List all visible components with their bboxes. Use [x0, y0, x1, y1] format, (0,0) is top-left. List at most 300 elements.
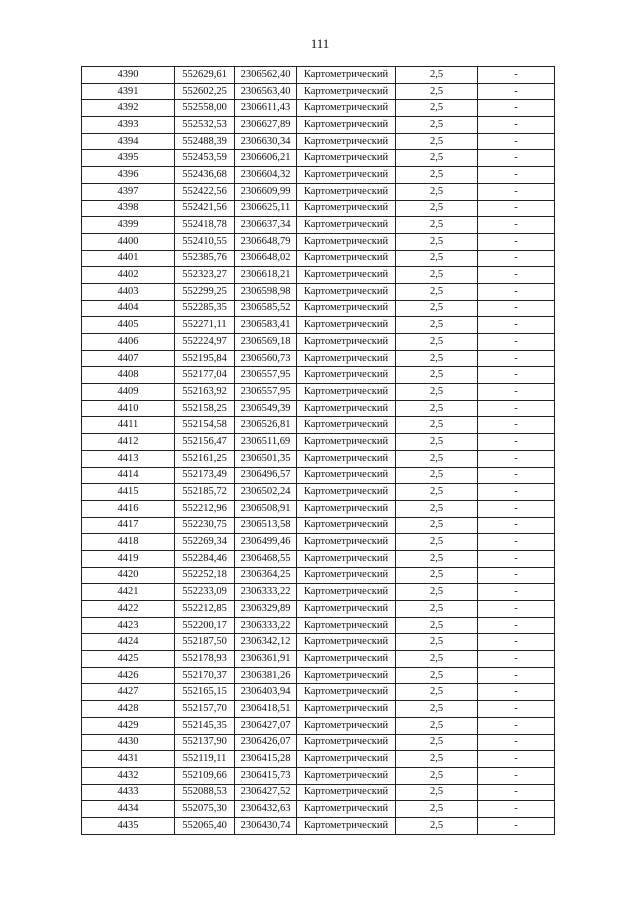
table-row: [82, 651, 555, 668]
method-cell: Картометрический: [297, 317, 396, 334]
x-coordinate-cell: 552145,35: [175, 717, 235, 734]
method-cell: Картометрический: [297, 150, 396, 167]
y-coordinate-cell: 2306501,35: [235, 450, 297, 467]
x-coordinate-cell: 552163,92: [175, 384, 235, 401]
accuracy-cell: 2,5: [396, 767, 478, 784]
accuracy-cell: 2,5: [396, 384, 478, 401]
accuracy-cell: 2,5: [396, 717, 478, 734]
y-coordinate-cell: 2306648,02: [235, 250, 297, 267]
y-coordinate-cell: 2306630,34: [235, 133, 297, 150]
accuracy-cell: 2,5: [396, 617, 478, 634]
method-cell: Картометрический: [297, 384, 396, 401]
accuracy-cell: 2,5: [396, 233, 478, 250]
x-coordinate-cell: 552195,84: [175, 350, 235, 367]
accuracy-cell: 2,5: [396, 434, 478, 451]
point-number-cell: 4426: [82, 667, 175, 684]
note-cell: -: [478, 83, 555, 100]
x-coordinate-cell: 552532,53: [175, 117, 235, 134]
x-coordinate-cell: 552299,25: [175, 283, 235, 300]
y-coordinate-cell: 2306609,99: [235, 183, 297, 200]
note-cell: -: [478, 584, 555, 601]
y-coordinate-cell: 2306560,73: [235, 350, 297, 367]
table-row: [82, 417, 555, 434]
table-row: [82, 350, 555, 367]
point-number-cell: 4418: [82, 534, 175, 551]
note-cell: -: [478, 100, 555, 117]
x-coordinate-cell: 552088,53: [175, 784, 235, 801]
method-cell: Картометрический: [297, 83, 396, 100]
accuracy-cell: 2,5: [396, 484, 478, 501]
note-cell: -: [478, 334, 555, 351]
accuracy-cell: 2,5: [396, 567, 478, 584]
accuracy-cell: 2,5: [396, 183, 478, 200]
note-cell: -: [478, 167, 555, 184]
accuracy-cell: 2,5: [396, 450, 478, 467]
note-cell: -: [478, 183, 555, 200]
table-row: [82, 484, 555, 501]
y-coordinate-cell: 2306611,43: [235, 100, 297, 117]
accuracy-cell: 2,5: [396, 250, 478, 267]
x-coordinate-cell: 552212,85: [175, 601, 235, 618]
method-cell: Картометрический: [297, 233, 396, 250]
accuracy-cell: 2,5: [396, 133, 478, 150]
table-row: [82, 150, 555, 167]
accuracy-cell: 2,5: [396, 534, 478, 551]
table-row: [82, 117, 555, 134]
table-row: [82, 634, 555, 651]
method-cell: Картометрический: [297, 100, 396, 117]
point-number-cell: 4394: [82, 133, 175, 150]
method-cell: Картометрический: [297, 467, 396, 484]
point-number-cell: 4397: [82, 183, 175, 200]
note-cell: -: [478, 634, 555, 651]
table-row: [82, 601, 555, 618]
point-number-cell: 4406: [82, 334, 175, 351]
y-coordinate-cell: 2306557,95: [235, 367, 297, 384]
table-row: [82, 400, 555, 417]
note-cell: -: [478, 667, 555, 684]
point-number-cell: 4404: [82, 300, 175, 317]
method-cell: Картометрический: [297, 517, 396, 534]
accuracy-cell: 2,5: [396, 701, 478, 718]
point-number-cell: 4411: [82, 417, 175, 434]
point-number-cell: 4398: [82, 200, 175, 217]
method-cell: Картометрический: [297, 500, 396, 517]
note-cell: -: [478, 467, 555, 484]
point-number-cell: 4392: [82, 100, 175, 117]
method-cell: Картометрический: [297, 751, 396, 768]
point-number-cell: 4419: [82, 550, 175, 567]
point-number-cell: 4414: [82, 467, 175, 484]
point-number-cell: 4432: [82, 767, 175, 784]
y-coordinate-cell: 2306329,89: [235, 601, 297, 618]
note-cell: -: [478, 367, 555, 384]
accuracy-cell: 2,5: [396, 300, 478, 317]
method-cell: Картометрический: [297, 183, 396, 200]
point-number-cell: 4402: [82, 267, 175, 284]
accuracy-cell: 2,5: [396, 100, 478, 117]
y-coordinate-cell: 2306562,40: [235, 67, 297, 84]
point-number-cell: 4434: [82, 801, 175, 818]
y-coordinate-cell: 2306418,51: [235, 701, 297, 718]
note-cell: -: [478, 267, 555, 284]
accuracy-cell: 2,5: [396, 167, 478, 184]
note-cell: -: [478, 734, 555, 751]
table-row: [82, 667, 555, 684]
method-cell: Картометрический: [297, 667, 396, 684]
x-coordinate-cell: 552271,11: [175, 317, 235, 334]
point-number-cell: 4405: [82, 317, 175, 334]
point-number-cell: 4410: [82, 400, 175, 417]
point-number-cell: 4413: [82, 450, 175, 467]
table-row: [82, 434, 555, 451]
x-coordinate-cell: 552212,96: [175, 500, 235, 517]
table-row: [82, 83, 555, 100]
y-coordinate-cell: 2306549,39: [235, 400, 297, 417]
page-number: 111: [310, 36, 330, 51]
note-cell: -: [478, 67, 555, 84]
y-coordinate-cell: 2306627,89: [235, 117, 297, 134]
note-cell: -: [478, 217, 555, 234]
note-cell: -: [478, 684, 555, 701]
y-coordinate-cell: 2306513,58: [235, 517, 297, 534]
y-coordinate-cell: 2306342,12: [235, 634, 297, 651]
x-coordinate-cell: 552075,30: [175, 801, 235, 818]
note-cell: -: [478, 133, 555, 150]
point-number-cell: 4409: [82, 384, 175, 401]
accuracy-cell: 2,5: [396, 634, 478, 651]
x-coordinate-cell: 552157,70: [175, 701, 235, 718]
x-coordinate-cell: 552224,97: [175, 334, 235, 351]
point-number-cell: 4425: [82, 651, 175, 668]
table-row: [82, 183, 555, 200]
x-coordinate-cell: 552173,49: [175, 467, 235, 484]
x-coordinate-cell: 552137,90: [175, 734, 235, 751]
note-cell: -: [478, 651, 555, 668]
point-number-cell: 4403: [82, 283, 175, 300]
y-coordinate-cell: 2306648,79: [235, 233, 297, 250]
x-coordinate-cell: 552488,39: [175, 133, 235, 150]
y-coordinate-cell: 2306496,57: [235, 467, 297, 484]
note-cell: -: [478, 784, 555, 801]
method-cell: Картометрический: [297, 300, 396, 317]
table-row: [82, 500, 555, 517]
accuracy-cell: 2,5: [396, 367, 478, 384]
table-row: [82, 384, 555, 401]
accuracy-cell: 2,5: [396, 67, 478, 84]
x-coordinate-cell: 552252,18: [175, 567, 235, 584]
x-coordinate-cell: 552410,55: [175, 233, 235, 250]
table-row: [82, 250, 555, 267]
x-coordinate-cell: 552602,25: [175, 83, 235, 100]
table-row: [82, 467, 555, 484]
x-coordinate-cell: 552418,78: [175, 217, 235, 234]
method-cell: Картометрический: [297, 550, 396, 567]
table-row: [82, 767, 555, 784]
y-coordinate-cell: 2306604,32: [235, 167, 297, 184]
method-cell: Картометрический: [297, 484, 396, 501]
point-number-cell: 4422: [82, 601, 175, 618]
note-cell: -: [478, 801, 555, 818]
accuracy-cell: 2,5: [396, 150, 478, 167]
method-cell: Картометрический: [297, 283, 396, 300]
method-cell: Картометрический: [297, 67, 396, 84]
x-coordinate-cell: 552629,61: [175, 67, 235, 84]
table-row: [82, 300, 555, 317]
y-coordinate-cell: 2306499,46: [235, 534, 297, 551]
method-cell: Картометрический: [297, 133, 396, 150]
y-coordinate-cell: 2306569,18: [235, 334, 297, 351]
note-cell: -: [478, 250, 555, 267]
point-number-cell: 4423: [82, 617, 175, 634]
x-coordinate-cell: 552185,72: [175, 484, 235, 501]
y-coordinate-cell: 2306508,91: [235, 500, 297, 517]
note-cell: -: [478, 283, 555, 300]
method-cell: Картометрический: [297, 701, 396, 718]
accuracy-cell: 2,5: [396, 584, 478, 601]
accuracy-cell: 2,5: [396, 334, 478, 351]
point-number-cell: 4415: [82, 484, 175, 501]
method-cell: Картометрический: [297, 334, 396, 351]
accuracy-cell: 2,5: [396, 517, 478, 534]
table-row: [82, 367, 555, 384]
y-coordinate-cell: 2306625,11: [235, 200, 297, 217]
accuracy-cell: 2,5: [396, 500, 478, 517]
y-coordinate-cell: 2306415,73: [235, 767, 297, 784]
accuracy-cell: 2,5: [396, 601, 478, 618]
accuracy-cell: 2,5: [396, 83, 478, 100]
method-cell: Картометрический: [297, 117, 396, 134]
note-cell: -: [478, 751, 555, 768]
method-cell: Картометрический: [297, 567, 396, 584]
note-cell: -: [478, 450, 555, 467]
note-cell: -: [478, 767, 555, 784]
coordinates-table-body: [82, 67, 555, 835]
x-coordinate-cell: 552269,34: [175, 534, 235, 551]
point-number-cell: 4390: [82, 67, 175, 84]
y-coordinate-cell: 2306557,95: [235, 384, 297, 401]
point-number-cell: 4421: [82, 584, 175, 601]
y-coordinate-cell: 2306563,40: [235, 83, 297, 100]
note-cell: -: [478, 317, 555, 334]
accuracy-cell: 2,5: [396, 734, 478, 751]
accuracy-cell: 2,5: [396, 801, 478, 818]
method-cell: Картометрический: [297, 717, 396, 734]
accuracy-cell: 2,5: [396, 817, 478, 834]
method-cell: Картометрический: [297, 450, 396, 467]
x-coordinate-cell: 552156,47: [175, 434, 235, 451]
note-cell: -: [478, 233, 555, 250]
table-row: [82, 450, 555, 467]
y-coordinate-cell: 2306364,25: [235, 567, 297, 584]
accuracy-cell: 2,5: [396, 317, 478, 334]
y-coordinate-cell: 2306430,74: [235, 817, 297, 834]
note-cell: -: [478, 150, 555, 167]
x-coordinate-cell: 552422,56: [175, 183, 235, 200]
point-number-cell: 4420: [82, 567, 175, 584]
point-number-cell: 4407: [82, 350, 175, 367]
table-row: [82, 617, 555, 634]
point-number-cell: 4412: [82, 434, 175, 451]
method-cell: Картометрический: [297, 267, 396, 284]
y-coordinate-cell: 2306427,07: [235, 717, 297, 734]
y-coordinate-cell: 2306426,07: [235, 734, 297, 751]
point-number-cell: 4435: [82, 817, 175, 834]
y-coordinate-cell: 2306381,26: [235, 667, 297, 684]
point-number-cell: 4427: [82, 684, 175, 701]
x-coordinate-cell: 552065,40: [175, 817, 235, 834]
y-coordinate-cell: 2306403,94: [235, 684, 297, 701]
method-cell: Картометрический: [297, 534, 396, 551]
point-number-cell: 4433: [82, 784, 175, 801]
note-cell: -: [478, 617, 555, 634]
point-number-cell: 4429: [82, 717, 175, 734]
point-number-cell: 4401: [82, 250, 175, 267]
method-cell: Картометрический: [297, 417, 396, 434]
accuracy-cell: 2,5: [396, 651, 478, 668]
x-coordinate-cell: 552453,59: [175, 150, 235, 167]
accuracy-cell: 2,5: [396, 467, 478, 484]
y-coordinate-cell: 2306618,21: [235, 267, 297, 284]
method-cell: Картометрический: [297, 817, 396, 834]
note-cell: -: [478, 550, 555, 567]
y-coordinate-cell: 2306585,52: [235, 300, 297, 317]
method-cell: Картометрический: [297, 200, 396, 217]
method-cell: Картометрический: [297, 734, 396, 751]
y-coordinate-cell: 2306427,52: [235, 784, 297, 801]
table-row: [82, 217, 555, 234]
x-coordinate-cell: 552200,17: [175, 617, 235, 634]
table-row: [82, 550, 555, 567]
y-coordinate-cell: 2306333,22: [235, 584, 297, 601]
x-coordinate-cell: 552165,15: [175, 684, 235, 701]
accuracy-cell: 2,5: [396, 400, 478, 417]
x-coordinate-cell: 552558,00: [175, 100, 235, 117]
y-coordinate-cell: 2306333,22: [235, 617, 297, 634]
x-coordinate-cell: 552323,27: [175, 267, 235, 284]
accuracy-cell: 2,5: [396, 283, 478, 300]
y-coordinate-cell: 2306502,24: [235, 484, 297, 501]
table-row: [82, 100, 555, 117]
point-number-cell: 4391: [82, 83, 175, 100]
y-coordinate-cell: 2306598,98: [235, 283, 297, 300]
note-cell: -: [478, 350, 555, 367]
x-coordinate-cell: 552170,37: [175, 667, 235, 684]
x-coordinate-cell: 552285,35: [175, 300, 235, 317]
note-cell: -: [478, 567, 555, 584]
table-row: [82, 734, 555, 751]
point-number-cell: 4396: [82, 167, 175, 184]
method-cell: Картометрический: [297, 250, 396, 267]
x-coordinate-cell: 552177,04: [175, 367, 235, 384]
accuracy-cell: 2,5: [396, 550, 478, 567]
x-coordinate-cell: 552187,50: [175, 634, 235, 651]
x-coordinate-cell: 552158,25: [175, 400, 235, 417]
accuracy-cell: 2,5: [396, 667, 478, 684]
y-coordinate-cell: 2306583,41: [235, 317, 297, 334]
note-cell: -: [478, 400, 555, 417]
accuracy-cell: 2,5: [396, 751, 478, 768]
x-coordinate-cell: 552109,66: [175, 767, 235, 784]
method-cell: Картометрический: [297, 651, 396, 668]
accuracy-cell: 2,5: [396, 217, 478, 234]
point-number-cell: 4416: [82, 500, 175, 517]
accuracy-cell: 2,5: [396, 684, 478, 701]
method-cell: Картометрический: [297, 367, 396, 384]
point-number-cell: 4408: [82, 367, 175, 384]
method-cell: Картометрический: [297, 584, 396, 601]
table-row: [82, 584, 555, 601]
point-number-cell: 4400: [82, 233, 175, 250]
method-cell: Картометрический: [297, 400, 396, 417]
table-row: [82, 751, 555, 768]
y-coordinate-cell: 2306415,28: [235, 751, 297, 768]
accuracy-cell: 2,5: [396, 784, 478, 801]
accuracy-cell: 2,5: [396, 417, 478, 434]
table-row: [82, 534, 555, 551]
y-coordinate-cell: 2306526,81: [235, 417, 297, 434]
point-number-cell: 4417: [82, 517, 175, 534]
x-coordinate-cell: 552385,76: [175, 250, 235, 267]
table-row: [82, 817, 555, 834]
table-row: [82, 567, 555, 584]
method-cell: Картометрический: [297, 767, 396, 784]
table-row: [82, 317, 555, 334]
accuracy-cell: 2,5: [396, 267, 478, 284]
note-cell: -: [478, 484, 555, 501]
method-cell: Картометрический: [297, 634, 396, 651]
method-cell: Картометрический: [297, 784, 396, 801]
note-cell: -: [478, 717, 555, 734]
point-number-cell: 4395: [82, 150, 175, 167]
y-coordinate-cell: 2306468,55: [235, 550, 297, 567]
x-coordinate-cell: 552284,46: [175, 550, 235, 567]
table-row: [82, 684, 555, 701]
point-number-cell: 4399: [82, 217, 175, 234]
note-cell: -: [478, 817, 555, 834]
y-coordinate-cell: 2306637,34: [235, 217, 297, 234]
table-row: [82, 701, 555, 718]
x-coordinate-cell: 552233,09: [175, 584, 235, 601]
x-coordinate-cell: 552154,58: [175, 417, 235, 434]
method-cell: Картометрический: [297, 350, 396, 367]
accuracy-cell: 2,5: [396, 200, 478, 217]
table-row: [82, 717, 555, 734]
table-row: [82, 267, 555, 284]
y-coordinate-cell: 2306511,69: [235, 434, 297, 451]
y-coordinate-cell: 2306606,21: [235, 150, 297, 167]
note-cell: -: [478, 701, 555, 718]
point-number-cell: 4430: [82, 734, 175, 751]
table-row: [82, 67, 555, 84]
table-row: [82, 517, 555, 534]
table-row: [82, 801, 555, 818]
y-coordinate-cell: 2306432,63: [235, 801, 297, 818]
x-coordinate-cell: 552436,68: [175, 167, 235, 184]
note-cell: -: [478, 500, 555, 517]
accuracy-cell: 2,5: [396, 350, 478, 367]
method-cell: Картометрический: [297, 434, 396, 451]
method-cell: Картометрический: [297, 601, 396, 618]
table-row: [82, 200, 555, 217]
method-cell: Картометрический: [297, 684, 396, 701]
x-coordinate-cell: 552178,93: [175, 651, 235, 668]
note-cell: -: [478, 417, 555, 434]
point-number-cell: 4428: [82, 701, 175, 718]
coordinates-table: [81, 66, 555, 835]
x-coordinate-cell: 552421,56: [175, 200, 235, 217]
table-row: [82, 133, 555, 150]
